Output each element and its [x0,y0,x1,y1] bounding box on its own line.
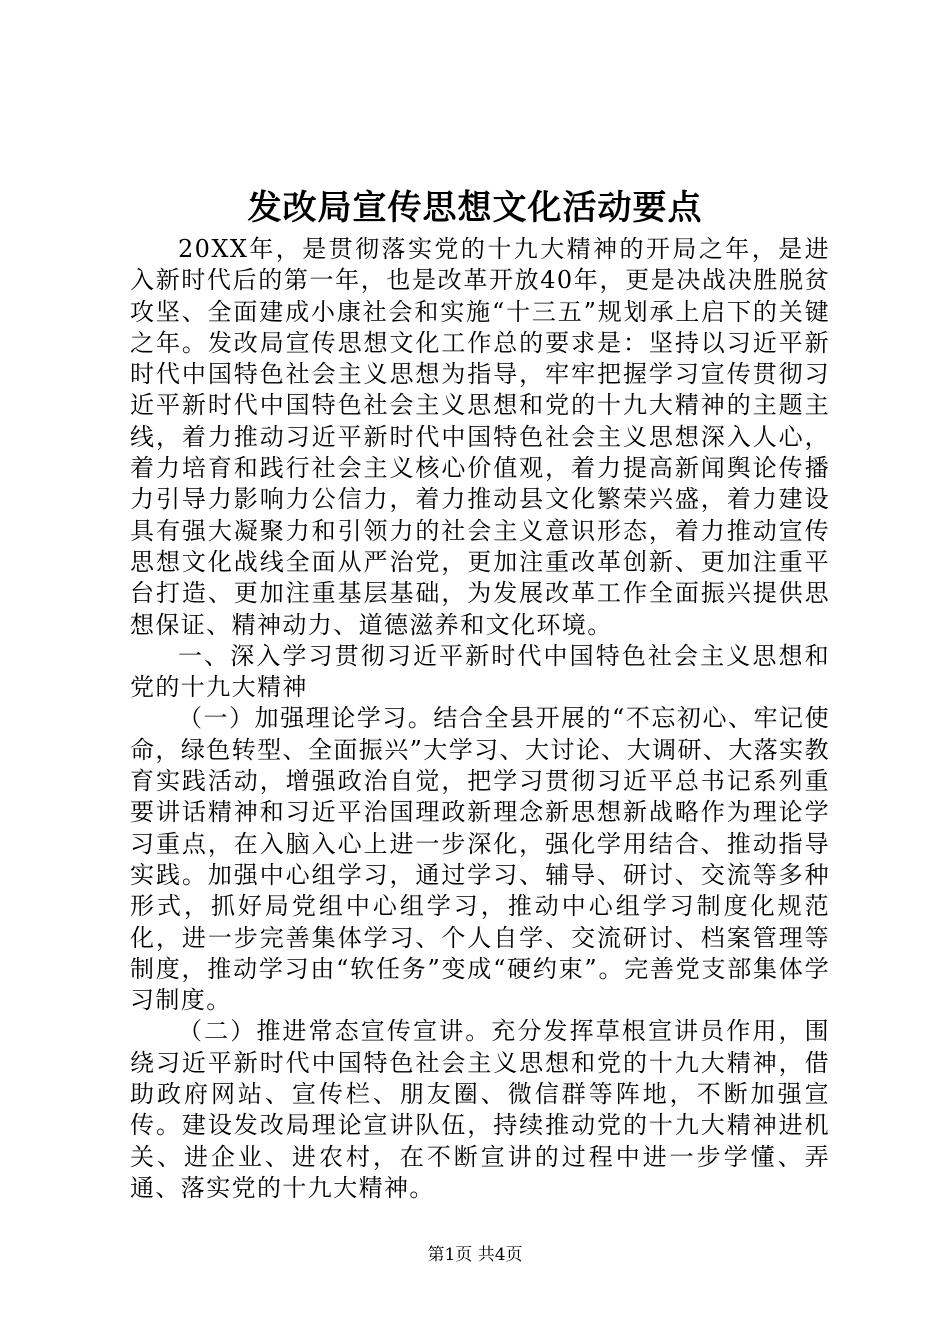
intro-paragraph: 20XX年，是贯彻落实党的十九大精神的开局之年，是进入新时代后的第一年，也是改革开放40年，更是决战决胜脱贫攻坚、全面建成小康社会和实施“十三五”规划承上启下的关键之年。发改局宣传思想文化工作总的要求是：坚持以习近平新时代中国特色社会主义思想为指导，牢牢把握学习宣传贯彻习近平新时代中国特色社会主义思想和党的十九大精神的主题主线，着力推动习近平新时代中国特色社会主义思想深入人心，着力培育和践行社会主义核心价值观，着力提高新闻舆论传播力引导力影响力公信力，着力推动县文化繁荣兴盛，着力建设具有强大凝聚力和引领力的社会主义意识形态，着力推动宣传思想文化战线全面从严治党，更加注重改革创新、更加注重平台打造、更加注重基层基础，为发展改革工作全面振兴提供思想保证、精神动力、道德滋养和文化环境。 [130,235,830,639]
document-body [130,234,830,1204]
document-title: 发改局宣传思想文化活动要点 [247,188,703,228]
section-heading: 一、深入学习贯彻习近平新时代中国特色社会主义思想和党的十九大精神 [130,641,830,702]
subsection-paragraph: （一）加强理论学习。结合全县开展的“不忘初心、牢记使命，绿色转型、全面振兴”大学习、大讨论、大调研、大落实教育实践活动，增强政治自觉，把学习贯彻习近平总书记系列重要讲话精神和习近平治国理政新理念新思想新战略作为理论学习重点，在入脑入心上进一步深化，强化学用结合、推动指导实践。加强中心组学习，通过学习、辅导、研讨、交流等多种形式，抓好局党组中心组学习，推动中心组学习制度化规范化，进一步完善集体学习、个人自学、交流研讨、档案管理等制度，推动学习由“软任务”变成“硬约束”。完善党支部集体学习制度。 [130,704,830,1015]
subsection-paragraph: （二）推进常态宣传宣讲。充分发挥草根宣讲员作用，围绕习近平新时代中国特色社会主义思想和党的十九大精神，借助政府网站、宣传栏、朋友圈、微信群等阵地，不断加强宣传。建设发改局理论宣讲队伍，持续推动党的十九大精神进机关、进企业、进农村，在不断宣讲的过程中进一步学懂、弄通、落实党的十九大精神。 [130,1017,830,1202]
page-footer: 第1页 共4页 [427,1245,523,1265]
